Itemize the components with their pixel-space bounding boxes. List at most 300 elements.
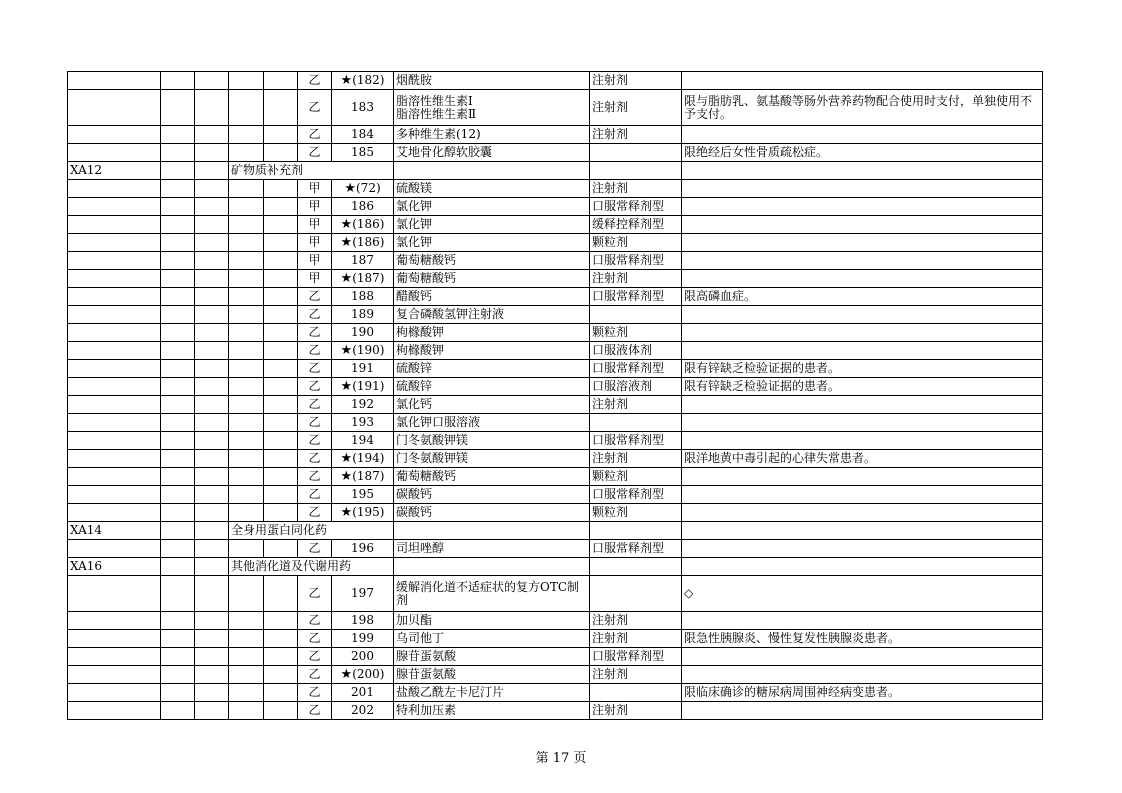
empty-cell — [229, 504, 264, 522]
table-row — [68, 450, 1043, 468]
number-cell — [332, 360, 394, 378]
dosage-form-cell: 注射剂 — [590, 126, 682, 144]
table-row — [68, 540, 1043, 558]
remark-cell: ◇ — [682, 576, 1043, 612]
drug-name-cell: 艾地骨化醇软胶囊 — [394, 144, 590, 162]
dosage-form-cell: 注射剂 — [590, 630, 682, 648]
empty-cell — [394, 558, 590, 576]
remark-cell: 限与脂肪乳、氨基酸等肠外营养药物配合使用时支付，单独使用不予支付。 — [682, 90, 1043, 126]
empty-cell — [161, 378, 195, 396]
empty-cell — [161, 234, 195, 252]
category-cell: 乙 — [298, 576, 332, 612]
empty-cell — [195, 270, 229, 288]
remark-cell: 限绝经后女性骨质疏松症。 — [682, 144, 1043, 162]
star-icon: ★ — [340, 505, 353, 520]
empty-cell — [68, 360, 161, 378]
group-code: XA14 — [68, 522, 161, 540]
dosage-form-cell: 注射剂 — [590, 612, 682, 630]
drug-name-cell: 特利加压素 — [394, 702, 590, 720]
remark-cell — [682, 342, 1043, 360]
remark-cell — [682, 216, 1043, 234]
remark-cell: 限高磷血症。 — [682, 288, 1043, 306]
category-cell: 乙 — [298, 612, 332, 630]
dosage-form-cell: 口服常释剂型 — [590, 648, 682, 666]
remark-cell — [682, 414, 1043, 432]
number-cell — [332, 702, 394, 720]
number-text: 196 — [351, 541, 374, 555]
empty-cell — [68, 306, 161, 324]
empty-cell — [264, 612, 298, 630]
empty-cell — [229, 180, 264, 198]
dosage-form-cell: 颗粒剂 — [590, 504, 682, 522]
empty-cell — [161, 72, 195, 90]
remark-cell: 限有锌缺乏检验证据的患者。 — [682, 378, 1043, 396]
dosage-form-cell: 口服溶液剂 — [590, 378, 682, 396]
number-cell — [332, 252, 394, 270]
empty-cell — [229, 414, 264, 432]
drug-name-cell: 氯化钙 — [394, 396, 590, 414]
empty-cell — [161, 540, 195, 558]
category-cell: 乙 — [298, 144, 332, 162]
empty-cell — [264, 630, 298, 648]
empty-cell — [195, 234, 229, 252]
dosage-form-cell: 注射剂 — [590, 180, 682, 198]
empty-cell — [161, 486, 195, 504]
empty-cell — [229, 450, 264, 468]
category-cell: 乙 — [298, 342, 332, 360]
number-text: (182) — [352, 73, 385, 87]
drug-name-cell: 枸橼酸钾 — [394, 324, 590, 342]
table-row — [68, 288, 1043, 306]
empty-cell — [68, 144, 161, 162]
dosage-form-cell: 口服常释剂型 — [590, 252, 682, 270]
group-code: XA16 — [68, 558, 161, 576]
table-row — [68, 504, 1043, 522]
empty-cell — [229, 486, 264, 504]
number-text: 194 — [351, 433, 374, 447]
remark-cell — [682, 666, 1043, 684]
remark-cell: 限临床确诊的糖尿病周围神经病变患者。 — [682, 684, 1043, 702]
remark-cell — [682, 252, 1043, 270]
table-row — [68, 270, 1043, 288]
empty-cell — [264, 180, 298, 198]
dosage-form-cell: 注射剂 — [590, 702, 682, 720]
empty-cell — [195, 144, 229, 162]
empty-cell — [195, 540, 229, 558]
number-text: 184 — [351, 127, 374, 141]
empty-cell — [229, 630, 264, 648]
category-cell: 甲 — [298, 180, 332, 198]
category-cell: 甲 — [298, 252, 332, 270]
empty-cell — [68, 216, 161, 234]
drug-name-cell: 碳酸钙 — [394, 504, 590, 522]
category-cell: 乙 — [298, 648, 332, 666]
number-cell — [332, 396, 394, 414]
star-icon: ★ — [340, 667, 353, 682]
drug-name-cell: 脂溶性维生素Ⅰ 脂溶性维生素Ⅱ — [394, 90, 590, 126]
number-text: (72) — [356, 181, 381, 195]
category-cell: 乙 — [298, 432, 332, 450]
empty-cell — [682, 162, 1043, 180]
group-name: 矿物质补充剂 — [229, 162, 394, 180]
empty-cell — [394, 162, 590, 180]
number-text: 192 — [351, 397, 374, 411]
number-cell — [332, 198, 394, 216]
category-cell: 乙 — [298, 504, 332, 522]
dosage-form-cell: 口服常释剂型 — [590, 198, 682, 216]
empty-cell — [229, 198, 264, 216]
empty-cell — [161, 414, 195, 432]
drug-name-cell: 门冬氨酸钾镁 — [394, 450, 590, 468]
drug-name-cell: 多种维生素(12) — [394, 126, 590, 144]
empty-cell — [161, 360, 195, 378]
number-cell — [332, 216, 394, 234]
empty-cell — [161, 432, 195, 450]
empty-cell — [161, 666, 195, 684]
empty-cell — [195, 162, 229, 180]
group-row — [68, 558, 1043, 576]
dosage-form-cell: 颗粒剂 — [590, 468, 682, 486]
category-cell: 乙 — [298, 450, 332, 468]
category-cell: 乙 — [298, 126, 332, 144]
empty-cell — [161, 126, 195, 144]
remark-cell — [682, 540, 1043, 558]
dosage-form-cell — [590, 414, 682, 432]
empty-cell — [195, 360, 229, 378]
star-icon: ★ — [340, 217, 353, 232]
empty-cell — [195, 396, 229, 414]
number-cell — [332, 288, 394, 306]
empty-cell — [394, 522, 590, 540]
empty-cell — [229, 576, 264, 612]
empty-cell — [68, 684, 161, 702]
dosage-form-cell: 颗粒剂 — [590, 234, 682, 252]
drug-name-cell: 硫酸镁 — [394, 180, 590, 198]
empty-cell — [161, 306, 195, 324]
table-row — [68, 216, 1043, 234]
table-row — [68, 414, 1043, 432]
empty-cell — [161, 468, 195, 486]
remark-cell — [682, 234, 1043, 252]
remark-cell — [682, 486, 1043, 504]
category-cell: 乙 — [298, 486, 332, 504]
star-icon: ★ — [340, 343, 353, 358]
dosage-form-cell: 注射剂 — [590, 396, 682, 414]
empty-cell — [195, 612, 229, 630]
empty-cell — [590, 522, 682, 540]
empty-cell — [68, 90, 161, 126]
empty-cell — [195, 216, 229, 234]
empty-cell — [195, 414, 229, 432]
empty-cell — [264, 486, 298, 504]
table-row — [68, 72, 1043, 90]
number-text: 191 — [351, 361, 374, 375]
drug-name-cell: 腺苷蛋氨酸 — [394, 666, 590, 684]
remark-cell — [682, 306, 1043, 324]
empty-cell — [229, 540, 264, 558]
empty-cell — [195, 468, 229, 486]
number-cell — [332, 270, 394, 288]
number-text: 189 — [351, 307, 374, 321]
empty-cell — [229, 432, 264, 450]
drug-name-cell: 氯化钾 — [394, 216, 590, 234]
empty-cell — [195, 522, 229, 540]
table-row — [68, 360, 1043, 378]
empty-cell — [68, 396, 161, 414]
drug-name-cell: 乌司他丁 — [394, 630, 590, 648]
table-row — [68, 648, 1043, 666]
category-cell: 乙 — [298, 468, 332, 486]
number-cell — [332, 468, 394, 486]
empty-cell — [161, 198, 195, 216]
category-cell: 乙 — [298, 360, 332, 378]
star-icon: ★ — [344, 181, 356, 196]
drug-name-cell: 氯化钾口服溶液 — [394, 414, 590, 432]
number-text: 183 — [351, 100, 374, 114]
empty-cell — [229, 288, 264, 306]
empty-cell — [68, 702, 161, 720]
drug-name-cell: 枸橼酸钾 — [394, 342, 590, 360]
number-text: 198 — [351, 613, 374, 627]
empty-cell — [68, 576, 161, 612]
category-cell: 乙 — [298, 90, 332, 126]
empty-cell — [161, 558, 195, 576]
empty-cell — [68, 450, 161, 468]
number-text: 193 — [351, 415, 374, 429]
drug-name-cell: 盐酸乙酰左卡尼汀片 — [394, 684, 590, 702]
number-text: (190) — [352, 343, 385, 357]
empty-cell — [161, 702, 195, 720]
number-text: (187) — [352, 469, 385, 483]
category-cell: 甲 — [298, 216, 332, 234]
empty-cell — [264, 666, 298, 684]
number-cell — [332, 540, 394, 558]
dosage-form-cell: 注射剂 — [590, 666, 682, 684]
category-cell: 乙 — [298, 540, 332, 558]
empty-cell — [195, 504, 229, 522]
empty-cell — [229, 72, 264, 90]
table-row — [68, 378, 1043, 396]
empty-cell — [68, 234, 161, 252]
empty-cell — [195, 486, 229, 504]
table-row — [68, 468, 1043, 486]
drug-name-cell: 复合磷酸氢钾注射液 — [394, 306, 590, 324]
drug-name-cell: 缓解消化道不适症状的复方OTC制剂 — [394, 576, 590, 612]
empty-cell — [229, 468, 264, 486]
dosage-form-cell — [590, 306, 682, 324]
group-row — [68, 522, 1043, 540]
empty-cell — [195, 72, 229, 90]
number-text: 195 — [351, 487, 374, 501]
number-text: 201 — [351, 685, 374, 699]
number-cell — [332, 144, 394, 162]
number-text: 197 — [351, 586, 374, 600]
number-cell — [332, 504, 394, 522]
number-cell — [332, 306, 394, 324]
category-cell: 乙 — [298, 684, 332, 702]
remark-cell — [682, 612, 1043, 630]
page-number: 第 17 页 — [535, 751, 587, 766]
empty-cell — [195, 648, 229, 666]
table-row — [68, 612, 1043, 630]
remark-cell: 限有锌缺乏检验证据的患者。 — [682, 360, 1043, 378]
empty-cell — [229, 90, 264, 126]
category-cell: 乙 — [298, 702, 332, 720]
empty-cell — [264, 378, 298, 396]
table-row — [68, 306, 1043, 324]
remark-cell: 限洋地黄中毒引起的心律失常患者。 — [682, 450, 1043, 468]
category-cell: 乙 — [298, 72, 332, 90]
dosage-form-cell — [590, 144, 682, 162]
drug-name-cell: 葡萄糖酸钙 — [394, 270, 590, 288]
number-cell — [332, 666, 394, 684]
empty-cell — [68, 504, 161, 522]
dosage-form-cell: 注射剂 — [590, 450, 682, 468]
number-text: 188 — [351, 289, 374, 303]
number-text: 190 — [351, 325, 374, 339]
empty-cell — [195, 576, 229, 612]
empty-cell — [195, 432, 229, 450]
drug-name-cell: 司坦唑醇 — [394, 540, 590, 558]
remark-cell — [682, 468, 1043, 486]
empty-cell — [161, 270, 195, 288]
empty-cell — [68, 630, 161, 648]
remark-cell — [682, 702, 1043, 720]
remark-cell — [682, 270, 1043, 288]
category-cell: 乙 — [298, 288, 332, 306]
empty-cell — [195, 378, 229, 396]
empty-cell — [68, 432, 161, 450]
empty-cell — [161, 324, 195, 342]
empty-cell — [68, 378, 161, 396]
empty-cell — [68, 612, 161, 630]
category-cell: 甲 — [298, 234, 332, 252]
table-row — [68, 684, 1043, 702]
empty-cell — [264, 468, 298, 486]
category-cell: 乙 — [298, 396, 332, 414]
empty-cell — [264, 324, 298, 342]
empty-cell — [195, 702, 229, 720]
table-row — [68, 126, 1043, 144]
empty-cell — [195, 180, 229, 198]
empty-cell — [229, 666, 264, 684]
empty-cell — [195, 288, 229, 306]
number-text: 202 — [351, 703, 374, 717]
number-cell — [332, 126, 394, 144]
empty-cell — [195, 306, 229, 324]
empty-cell — [264, 252, 298, 270]
empty-cell — [264, 306, 298, 324]
empty-cell — [161, 684, 195, 702]
drug-name-cell: 烟酰胺 — [394, 72, 590, 90]
dosage-form-cell: 注射剂 — [590, 72, 682, 90]
empty-cell — [264, 702, 298, 720]
remark-cell — [682, 324, 1043, 342]
empty-cell — [68, 72, 161, 90]
dosage-form-cell: 口服常释剂型 — [590, 360, 682, 378]
remark-cell — [682, 396, 1043, 414]
number-cell — [332, 432, 394, 450]
empty-cell — [161, 504, 195, 522]
table-row — [68, 630, 1043, 648]
empty-cell — [68, 324, 161, 342]
dosage-form-cell: 口服常释剂型 — [590, 486, 682, 504]
empty-cell — [264, 432, 298, 450]
drug-name-cell: 硫酸锌 — [394, 360, 590, 378]
table-row — [68, 144, 1043, 162]
empty-cell — [264, 450, 298, 468]
number-cell — [332, 576, 394, 612]
empty-cell — [161, 630, 195, 648]
empty-cell — [229, 144, 264, 162]
empty-cell — [195, 126, 229, 144]
empty-cell — [195, 90, 229, 126]
drug-name-cell: 腺苷蛋氨酸 — [394, 648, 590, 666]
empty-cell — [68, 468, 161, 486]
empty-cell — [68, 288, 161, 306]
drug-name-cell: 门冬氨酸钾镁 — [394, 432, 590, 450]
remark-cell — [682, 432, 1043, 450]
number-cell — [332, 450, 394, 468]
empty-cell — [161, 162, 195, 180]
empty-cell — [264, 144, 298, 162]
dosage-form-cell — [590, 576, 682, 612]
empty-cell — [195, 342, 229, 360]
dosage-form-cell: 注射剂 — [590, 90, 682, 126]
table-row — [68, 666, 1043, 684]
empty-cell — [229, 396, 264, 414]
empty-cell — [264, 126, 298, 144]
remark-cell — [682, 126, 1043, 144]
empty-cell — [161, 450, 195, 468]
table-row — [68, 702, 1043, 720]
empty-cell — [195, 630, 229, 648]
group-name: 全身用蛋白同化药 — [229, 522, 394, 540]
empty-cell — [161, 180, 195, 198]
dosage-form-cell: 缓释控释剂型 — [590, 216, 682, 234]
empty-cell — [229, 648, 264, 666]
number-text: (187) — [352, 271, 385, 285]
empty-cell — [161, 576, 195, 612]
category-cell: 乙 — [298, 378, 332, 396]
empty-cell — [229, 216, 264, 234]
drug-name-cell: 醋酸钙 — [394, 288, 590, 306]
remark-cell — [682, 198, 1043, 216]
number-cell — [332, 486, 394, 504]
empty-cell — [229, 252, 264, 270]
group-code: XA12 — [68, 162, 161, 180]
empty-cell — [161, 252, 195, 270]
category-cell: 甲 — [298, 198, 332, 216]
number-cell — [332, 234, 394, 252]
empty-cell — [264, 684, 298, 702]
empty-cell — [264, 396, 298, 414]
empty-cell — [229, 342, 264, 360]
number-cell — [332, 72, 394, 90]
table-row — [68, 486, 1043, 504]
drug-name-cell: 加贝酯 — [394, 612, 590, 630]
group-name: 其他消化道及代谢用药 — [229, 558, 394, 576]
category-cell: 乙 — [298, 630, 332, 648]
empty-cell — [229, 306, 264, 324]
star-icon: ★ — [340, 271, 353, 286]
star-icon: ★ — [340, 379, 353, 394]
empty-cell — [161, 522, 195, 540]
empty-cell — [264, 342, 298, 360]
empty-cell — [264, 198, 298, 216]
dosage-form-cell: 注射剂 — [590, 270, 682, 288]
number-text: (186) — [352, 217, 385, 231]
